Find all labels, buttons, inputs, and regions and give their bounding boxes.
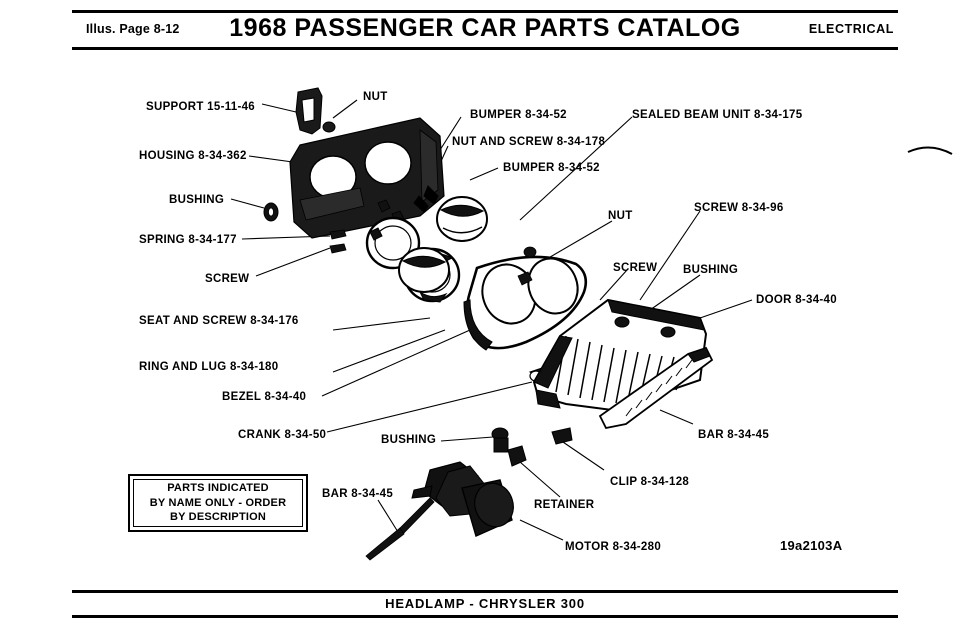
part-motor <box>412 462 519 536</box>
callout-bumper-lower: BUMPER 8-34-52 <box>503 162 600 174</box>
leader-line <box>333 318 430 330</box>
callout-screw-left: SCREW <box>205 273 250 285</box>
leader-line <box>520 462 560 497</box>
callout-bushing-right: BUSHING <box>683 264 739 276</box>
callout-bezel: BEZEL 8-34-40 <box>222 391 307 403</box>
illustration-page-number: Illus. Page 8-12 <box>86 22 180 36</box>
callout-crank: CRANK 8-34-50 <box>238 429 327 441</box>
callout-housing: HOUSING 8-34-362 <box>139 150 247 162</box>
callout-bar-8-34-45-right: BAR 8-34-45 <box>698 429 770 441</box>
note-line-1: PARTS INDICATED <box>167 481 269 494</box>
note-box <box>128 474 308 532</box>
page-title: 1968 PASSENGER CAR PARTS CATALOG <box>229 14 741 42</box>
callout-bumper-top: BUMPER 8-34-52 <box>470 109 567 121</box>
part-bushing-bottom <box>492 428 508 452</box>
part-clip <box>552 428 572 444</box>
callout-bar-8-34-45-left: BAR 8-34-45 <box>322 488 394 500</box>
callout-sealed-beam-unit: SEALED BEAM UNIT 8-34-175 <box>632 109 803 121</box>
part-sealed-beam-unit-2 <box>399 248 449 292</box>
leader-line <box>378 500 398 532</box>
footer-title: HEADLAMP - CHRYSLER 300 <box>385 596 585 611</box>
leader-line <box>441 437 493 441</box>
note-line-2: BY NAME ONLY - ORDER <box>149 496 287 509</box>
callout-ring-and-lug: RING AND LUG 8-34-180 <box>139 361 279 373</box>
leader-line <box>640 211 700 300</box>
callout-spring: SPRING 8-34-177 <box>139 234 237 246</box>
leader-line <box>660 410 693 424</box>
callout-nut-mid: NUT <box>608 210 633 222</box>
callout-motor: MOTOR 8-34-280 <box>565 541 662 553</box>
part-spring <box>330 230 346 239</box>
callout-door: DOOR 8-34-40 <box>756 294 837 306</box>
leader-line <box>231 199 264 208</box>
leader-line <box>560 440 604 470</box>
part-retainer <box>508 446 526 466</box>
callout-bushing-bottom: BUSHING <box>381 434 437 446</box>
edge-arc-mark <box>908 147 952 154</box>
part-nut-mid <box>524 247 536 257</box>
leader-line <box>262 104 296 112</box>
figure-number: 19a2103A <box>780 538 843 553</box>
leader-line <box>700 300 752 318</box>
callout-support: SUPPORT 15-11-46 <box>146 101 255 113</box>
part-nut-top <box>323 122 335 132</box>
callout-nut-and-screw: NUT AND SCREW 8-34-178 <box>452 136 606 148</box>
leader-line <box>470 168 498 180</box>
callout-seat-and-screw: SEAT AND SCREW 8-34-176 <box>139 315 299 327</box>
leader-line <box>520 520 563 540</box>
footer-rule-top <box>72 590 898 593</box>
callout-nut-top: NUT <box>363 91 388 103</box>
leader-line <box>600 270 627 300</box>
note-line-3: BY DESCRIPTION <box>169 511 267 524</box>
leader-line <box>322 330 470 396</box>
callout-clip: CLIP 8-34-128 <box>610 476 690 488</box>
section-label: ELECTRICAL <box>808 22 894 36</box>
callout-screw-mid: SCREW <box>613 262 658 274</box>
leader-line <box>545 221 612 260</box>
part-sealed-beam-unit-1 <box>437 197 487 241</box>
part-screw-left <box>330 244 346 253</box>
footer-rule-bottom <box>72 615 898 618</box>
leader-line <box>327 382 532 432</box>
callout-screw-8-34-96: SCREW 8-34-96 <box>694 202 784 214</box>
callout-retainer: RETAINER <box>534 499 595 511</box>
part-bar-left <box>366 498 434 560</box>
leader-line <box>650 275 700 310</box>
leader-line <box>256 248 330 276</box>
callout-bushing-left: BUSHING <box>169 194 225 206</box>
leader-line <box>333 100 357 118</box>
